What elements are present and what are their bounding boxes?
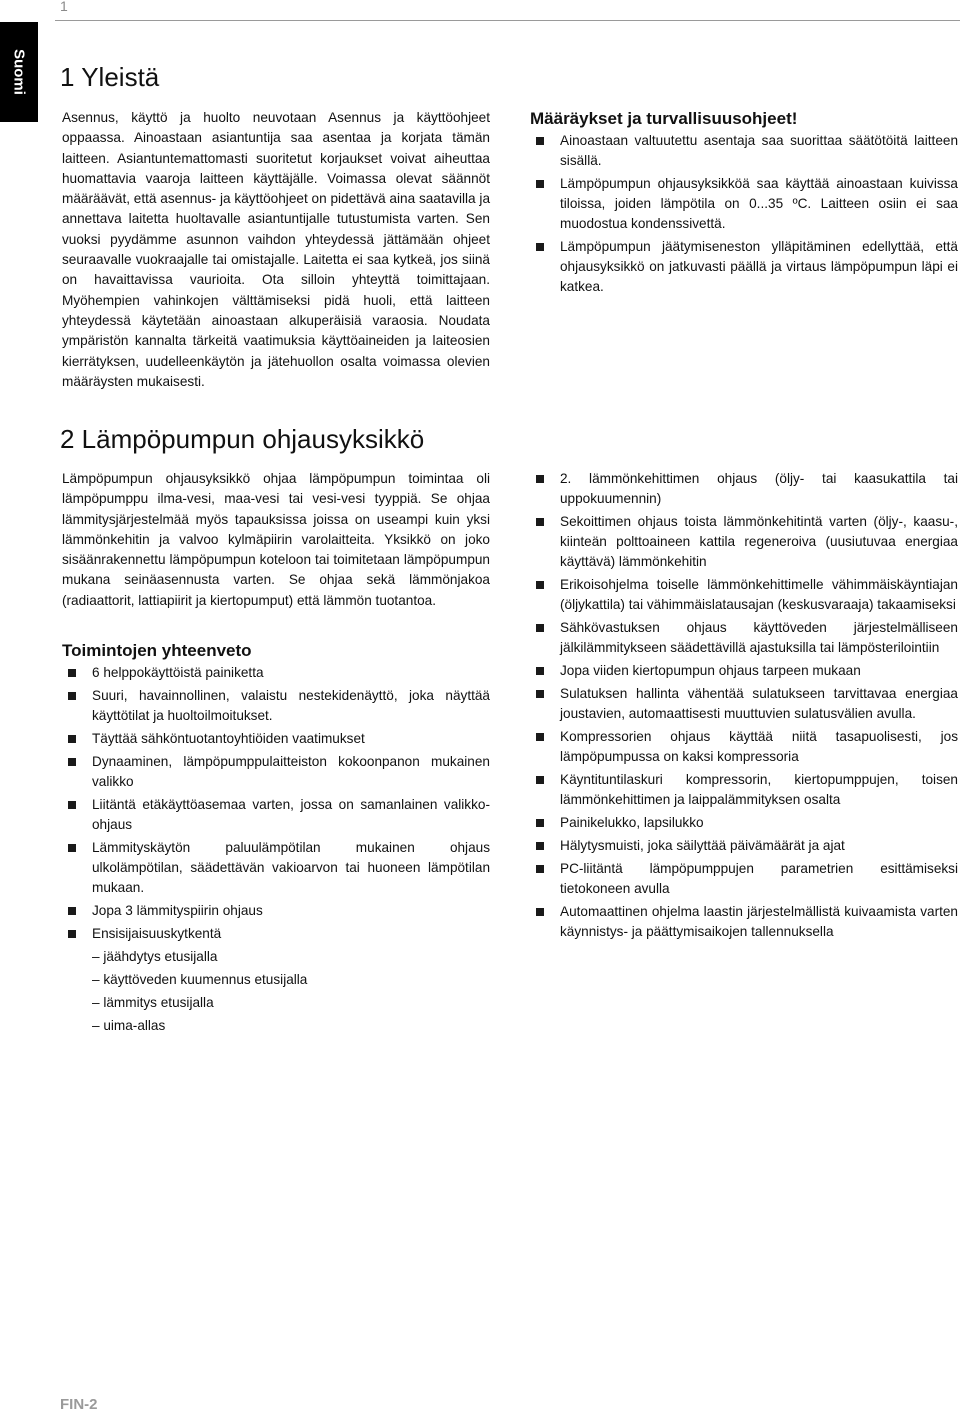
square-bullet-icon xyxy=(68,801,76,809)
header-rule xyxy=(55,20,960,21)
feature-item: 2. lämmönkehittimen ohjaus (öljy- tai kaasukattila tai uppokuumennin) xyxy=(530,469,958,509)
square-bullet-icon xyxy=(68,669,76,677)
summary-heading: Toimintojen yhteenveto xyxy=(62,641,252,660)
square-bullet-icon xyxy=(536,518,544,526)
summary-item: Jopa 3 lämmityspiirin ohjaus xyxy=(62,901,490,921)
square-bullet-icon xyxy=(536,667,544,675)
summary-item: Lämmityskäytön paluulämpötilan mukainen ohjaus ulkolämpötilan, säädettävän vakioarvon tai huoneen lämpötilan mukaan. xyxy=(62,838,490,898)
language-tab-label: Suomi xyxy=(10,49,28,95)
footer-page-code: FIN-2 xyxy=(60,1396,98,1413)
square-bullet-icon xyxy=(536,475,544,483)
summary-item: Ensisijaisuuskytkentä – jäähdytys etusijalla – käyttöveden kuumennus etusijalla – lämmitys etusijalla – uima-allas xyxy=(62,924,490,1036)
summary-item: Dynaaminen, lämpöpumppulaitteiston kokoonpanon mukainen valikko xyxy=(62,752,490,792)
safety-heading: Määräykset ja turvallisuusohjeet! xyxy=(530,109,798,128)
safety-list xyxy=(530,131,958,300)
section2-heading: 2 Lämpöpumpun ohjausyksikkö xyxy=(60,424,425,454)
square-bullet-icon xyxy=(68,930,76,938)
feature-item: Sähkövastuksen ohjaus käyttöveden järjestelmälliseen jälkilämmitykseen säädettävillä ajastuksilla tai lämpösterilointiin xyxy=(530,618,958,658)
square-bullet-icon xyxy=(536,842,544,850)
square-bullet-icon xyxy=(68,844,76,852)
feature-item: Erikoisohjelma toiselle lämmönkehittimelle vähimmäiskäyntiajan (öljykattila) tai vähimmäislatausajan (keskusvaraaja) takaamiseksi xyxy=(530,575,958,615)
feature-item: Sekoittimen ohjaus toista lämmönkehitintä varten (öljy-, kaasu-, kiinteän polttoaineen kattila regeneroiva (uusiutuvaa energiaa käyttävä) lämmönkehitin xyxy=(530,512,958,572)
square-bullet-icon xyxy=(536,776,544,784)
priority-subitem: – lämmitys etusijalla xyxy=(92,995,214,1010)
square-bullet-icon xyxy=(536,137,544,145)
summary-item: Täyttää sähköntuotantoyhtiöiden vaatimukset xyxy=(62,729,490,749)
square-bullet-icon xyxy=(536,908,544,916)
square-bullet-icon xyxy=(536,865,544,873)
feature-item: Käyntituntilaskuri kompressorin, kiertopumppujen, toisen lämmönkehittimen ja laippalämmityksen osalta xyxy=(530,770,958,810)
square-bullet-icon xyxy=(68,907,76,915)
square-bullet-icon xyxy=(536,733,544,741)
feature-item: Sulatuksen hallinta vähentää sulatukseen tarvittavaa energiaa joustavien, automaattisesti muuttuvien sulatusvälien avulla. xyxy=(530,684,958,724)
features-list xyxy=(530,469,958,945)
square-bullet-icon xyxy=(68,735,76,743)
summary-item: Suuri, havainnollinen, valaistu nestekidenäyttö, joka näyttää käyttötilat ja huoltoilmoitukset. xyxy=(62,686,490,726)
square-bullet-icon xyxy=(68,758,76,766)
priority-subitem: – jäähdytys etusijalla xyxy=(92,949,218,964)
priority-subitem: – uima-allas xyxy=(92,1018,166,1033)
feature-item: Jopa viiden kiertopumpun ohjaus tarpeen mukaan xyxy=(530,661,958,681)
square-bullet-icon xyxy=(536,819,544,827)
square-bullet-icon xyxy=(536,690,544,698)
page-number: 1 xyxy=(60,0,68,14)
safety-item: Lämpöpumpun ohjausyksikköä saa käyttää ainoastaan kuivissa tiloissa, joiden lämpötila on 0...35 ºC. Laitteen osiin ei saa muodostua kondenssivettä. xyxy=(530,174,958,234)
feature-item: Kompressorien ohjaus käyttää niitä tasapuolisesti, jos lämpöpumpussa on kaksi kompressoria xyxy=(530,727,958,767)
section1-paragraph: Asennus, käyttö ja huolto neuvotaan Asennus ja käyttöohjeet oppaassa. Ainoastaan asiantuntija saa asentaa ja korjata tämän laitteen. Asiantuntemattomasti suoritetut korjaukset voivat aiheuttaa huomattavia vaaroja laitteen käyttäjälle. Voimassa olevat säännöt määräävät, että asennus- ja käyttöohjeet on pidettävä aina saatavilla ja annettava laitetta huoltavalle asiantuntijalle tutustumista varten. Sen vuoksi pyydämme asunnon vaihdon yhteydessä jättämään ohjeet seuraavalle vuokraajalle tai omistajalle. Laitetta ei saa kytkeä, jos siinä on havaittavissa vaurioita. Ota silloin yhteyttä toimittajaan. Myöhempien vahinkojen välttämiseksi pidä huoli, että laitteen yhteydessä käytetään ainoastaan alkuperäisiä varaosia. Noudata ympäristön kannalta tärkeitä vaatimuksia käyttöaineiden ja laiteosien kierrätyksen, uudelleenkäytön ja jätehuollon osalta voimassa olevien määräysten mukaisesti. xyxy=(62,110,490,389)
feature-item: Painikelukko, lapsilukko xyxy=(530,813,958,833)
safety-item: Ainoastaan valtuutettu asentaja saa suorittaa säätötöitä laitteen sisällä. xyxy=(530,131,958,171)
section2-paragraph: Lämpöpumpun ohjausyksikkö ohjaa lämpöpumpun toimintaa oli lämpöpumppu ilma-vesi, maa-vesi tai vesi-vesi tyyppiä. Se ohjaa lämmitysjärjestelmää myös tapauksissa joissa on useampi kuin yksi lämmönkehitin ja valvoo kylmäpiirin varolaitteita. Yksikkö on joko sisäänrakennettu lämpöpumpun koteloon tai toimitetaan lämpöpumpun mukana seinäasennusta varten. Se ohjaa sekä lämmönjakoa (radiaattorit, lattiapiirit ja kiertopumput) että lämmön tuotantoa. xyxy=(62,471,490,608)
section1-heading: 1 Yleistä xyxy=(60,62,160,92)
feature-item: Automaattinen ohjelma laastin järjestelmällistä kuivaamista varten käynnistys- ja päättymisaikojen tallennuksella xyxy=(530,902,958,942)
square-bullet-icon xyxy=(536,624,544,632)
square-bullet-icon xyxy=(536,581,544,589)
feature-item: PC-liitäntä lämpöpumppujen parametrien esittämiseksi tietokoneen avulla xyxy=(530,859,958,899)
safety-item: Lämpöpumpun jäätymiseneston ylläpitäminen edellyttää, että ohjausyksikkö on jatkuvasti päällä ja virtaus lämpöpumpun läpi ei katkea. xyxy=(530,237,958,297)
priority-subitem: – käyttöveden kuumennus etusijalla xyxy=(92,972,308,987)
square-bullet-icon xyxy=(536,180,544,188)
summary-item: 6 helppokäyttöistä painiketta xyxy=(62,663,490,683)
language-tab xyxy=(0,22,38,122)
square-bullet-icon xyxy=(536,243,544,251)
feature-item: Hälytysmuisti, joka säilyttää päivämäärät ja ajat xyxy=(530,836,958,856)
priority-sublist xyxy=(92,947,490,1036)
summary-list xyxy=(62,663,490,1039)
summary-item: Liitäntä etäkäyttöasemaa varten, jossa on samanlainen valikko-ohjaus xyxy=(62,795,490,835)
square-bullet-icon xyxy=(68,692,76,700)
